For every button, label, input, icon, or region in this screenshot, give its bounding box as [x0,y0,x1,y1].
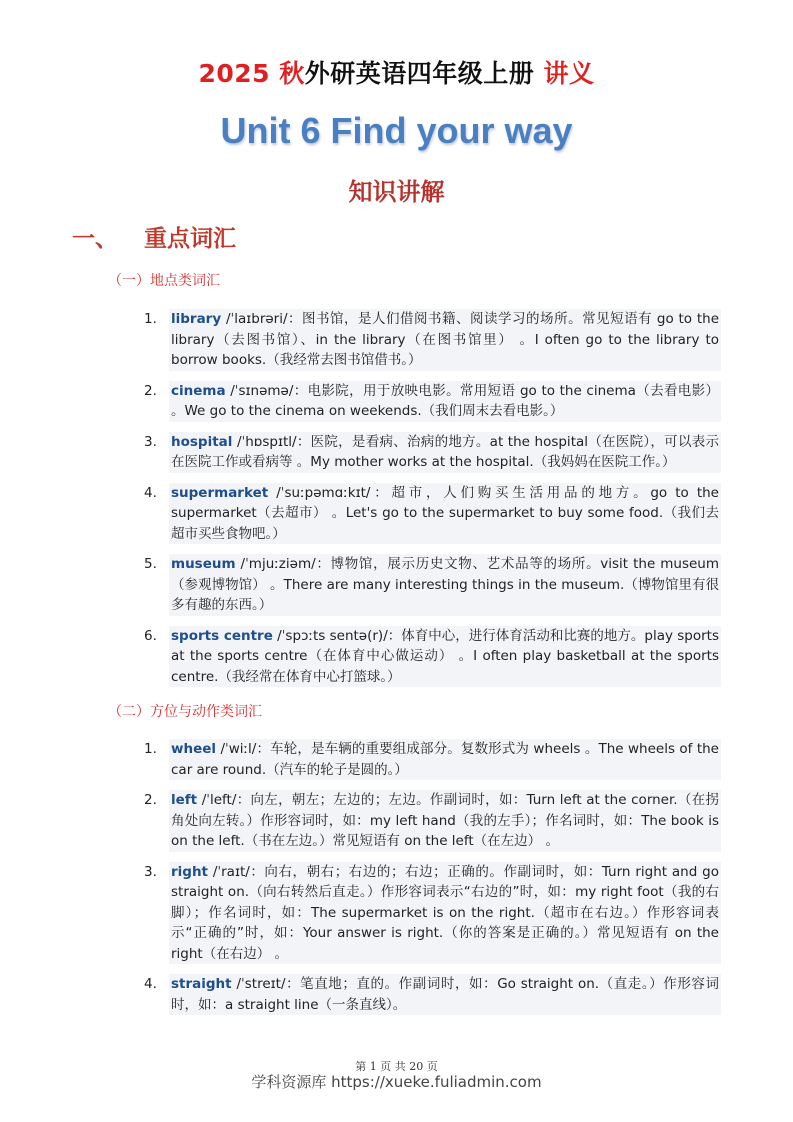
list-item [0,381,793,422]
vocab-definition: /ˈsuːpəmɑːkɪt/：超市，人们购买生活用品的地方。go to the supermarket（去超市） 。Let's go to the supermarket to buy some food.（我们去超市买些食物吧。） [171,484,719,542]
list-item [0,554,793,616]
vocab-definition: /ˈraɪt/：向右，朝右；右边的；右边；正确的。作副词时，如：Turn right and go straight on.（向右转然后直走。）作形容词表示“右边的”时，如：my right foot（我的右脚）；作名词时，如：The supermarket is on the right.（超市在右边。）作形容词表示“正确的”时，如：Your answer is right.（你的答案是正确的。）常见短语有 on the right（在右边） 。 [171,863,719,962]
vocab-word: library [171,311,222,327]
item-number: 1. [144,741,157,757]
list-item [0,974,793,1015]
vocab-definition: /ˈmjuːziəm/：博物馆，展示历史文物、艺术品等的场所。visit the museum（参观博物馆） 。There are many interesting things in the museum.（博物馆里有很多有趣的东西。） [171,556,719,613]
list-item [0,626,793,688]
vocab-word: left [171,792,198,808]
vocab-definition: /ˈstreɪt/：笔直地；直的。作副词时，如：Go straight on.（直走。）作形容词时，如：a straight line（一条直线）。 [171,976,719,1013]
vocab-definition: /ˈspɔːts sentə(r)/：体育中心，进行体育活动和比赛的地方。play sports at the sports centre（在体育中心做运动） 。I often play basketball at the sports centre.（我经常在体育中心打篮球。） [171,627,719,685]
list-item [0,309,793,371]
vocab-word: hospital [171,433,233,450]
page-number: 第 1 页 共 20 页 [355,1060,438,1073]
item-number: 2. [144,382,157,399]
title-handout: 讲义 [543,59,595,88]
item-number: 3. [144,433,157,450]
title-series: 外研英语四年级上册 [304,59,535,88]
unit-title: Unit 6 Find your way [220,110,573,151]
section-marker: 一、 [72,225,118,252]
vocab-definition: /ˈsɪnəmə/：电影院，用于放映电影。常用短语 go to the cinema（去看电影） 。We go to the cinema on weekends.（我们周末去看电影。） [171,382,719,419]
list-item [0,432,793,473]
vocab-word: wheel [171,741,217,757]
vocab-definition: /ˈlaɪbrəri/：图书馆，是人们借阅书籍、阅读学习的场所。常见短语有 go to the library（去图书馆）、in the library（在图书馆里） 。I often go to the library to borrow books.（我经常去图书馆借书。） [171,311,719,368]
list-item [0,483,793,545]
directions-list [0,739,793,1025]
list-item [0,862,793,965]
document-title [0,54,793,90]
title-season: 秋 [279,59,305,88]
vocab-word: cinema [171,382,226,399]
item-number: 6. [144,627,157,644]
vocab-definition: /ˈwiːl/：车轮，是车辆的重要组成部分。复数形式为 wheels 。The wheels of the car are round.（汽车的轮子是圆的。） [171,741,719,778]
source-watermark: 学科资源库 https://xueke.fuliadmin.com [251,1073,542,1091]
places-list [0,309,793,697]
item-number: 2. [144,792,157,808]
title-year: 2025 [198,59,271,88]
item-number: 4. [144,976,157,992]
item-number: 1. [144,311,157,327]
vocab-word: sports centre [171,627,273,644]
list-item [0,739,793,780]
list-item [0,790,793,852]
item-number: 3. [144,863,157,880]
vocab-definition: /ˈhɒspɪtl/：医院，是看病、治病的地方。at the hospital（在医院），可以表示在医院工作或看病等 。My mother works at the hospital.（我妈妈在医院工作。） [171,433,719,470]
section-heading-vocabulary [72,220,236,253]
item-number: 5. [144,556,157,572]
vocab-word: straight [171,976,232,992]
item-number: 4. [144,484,157,501]
vocab-definition: /ˈleft/：向左，朝左；左边的；左边。作副词时，如：Turn left at the corner.（在拐角处向左转。）作形容词时，如：my left hand（我的左手）；作名词时，如：The book is on the left.（书在左边。）常见短语有 on the left（在左边） 。 [171,792,719,849]
vocab-word: right [171,863,209,880]
group-heading-directions: （二）方位与动作类词汇 [108,704,262,720]
vocab-word: museum [171,556,236,572]
section-title: 重点词汇 [144,225,236,252]
group-heading-places: （一）地点类词汇 [108,273,220,289]
page-subtitle: 知识讲解 [348,177,445,206]
vocab-word: supermarket [171,484,269,501]
